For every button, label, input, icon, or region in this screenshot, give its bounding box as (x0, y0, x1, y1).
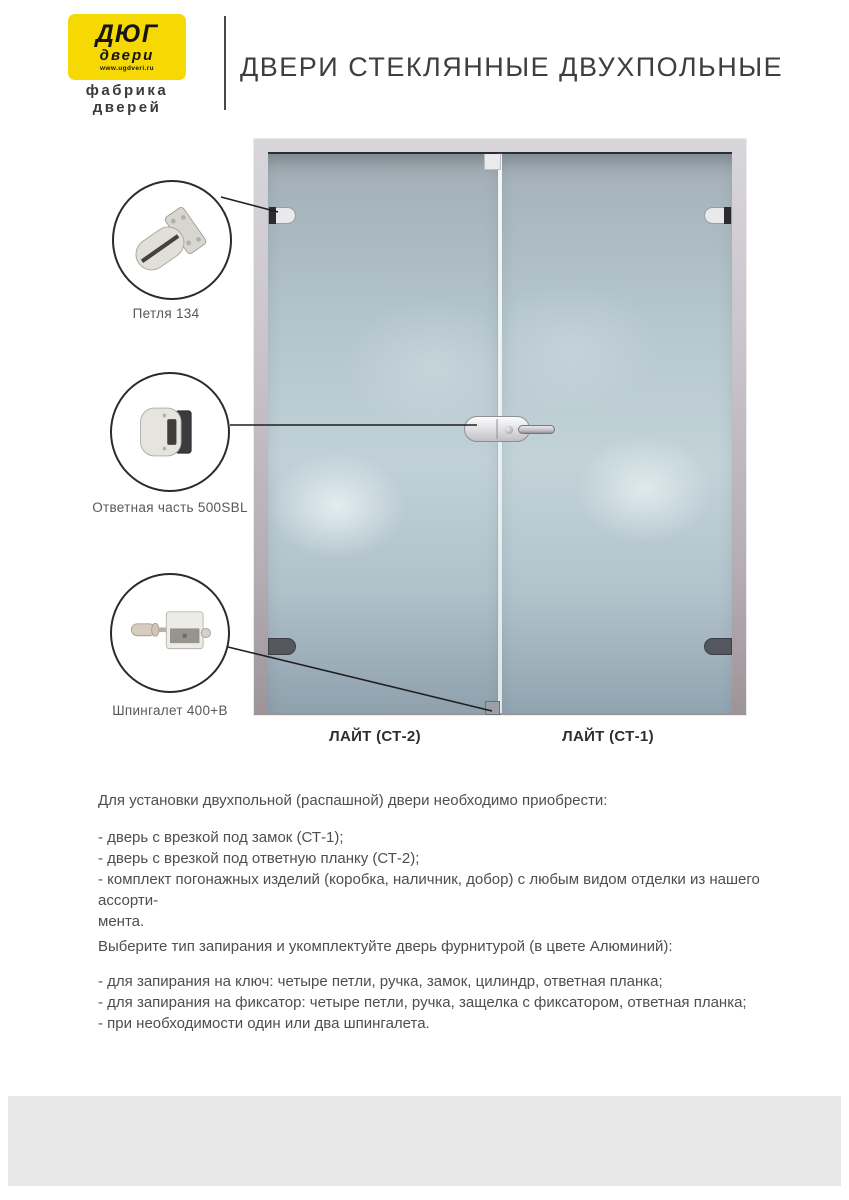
header-divider (224, 16, 226, 110)
double-glass-door (253, 138, 747, 716)
door-illustration (0, 130, 849, 770)
bottom-latch-fitting (485, 701, 500, 715)
door-handle (518, 425, 555, 434)
hinge-bottom-right (704, 638, 732, 655)
company-logo (68, 14, 186, 80)
page-title: ДВЕРИ СТЕКЛЯННЫЕ ДВУХПОЛЬНЫЕ (240, 52, 784, 82)
door-model-label-left: ЛАЙТ (СТ-2) (329, 728, 421, 745)
callout-circle-strike (110, 372, 230, 492)
strike-part-photo (124, 386, 216, 478)
install-requirements-section (98, 790, 798, 932)
callout-label-bolt: Шпингалет 400+В (112, 703, 228, 718)
door-model-label-right: ЛАЙТ (СТ-1) (562, 728, 654, 745)
list-item: мента. (98, 913, 145, 930)
list-item: - для запирания на ключ: четыре петли, ручка, замок, цилиндр, ответная планка; (98, 973, 663, 990)
hinge-top-left (268, 207, 296, 224)
keyhole-icon (505, 426, 513, 434)
hinge-134-photo (126, 194, 218, 286)
logo-tagline: фабрика дверей (85, 82, 169, 116)
footer-band (8, 1096, 841, 1186)
list-item: - дверь с врезкой под замок (СТ-1); (98, 829, 344, 846)
list-item: - комплект погонажных изделий (коробка, наличник, добор) с любым видом отделки из нашего ассорти- (98, 871, 760, 909)
top-pivot-fitting (484, 154, 501, 170)
logo-website-text: www.ugdveri.ru (99, 64, 155, 72)
logo-brand-text: ДЮГ (95, 19, 159, 48)
logo-sub-text: двери (99, 46, 155, 64)
flush-bolt-photo (124, 587, 216, 679)
callout-label-strike: Ответная часть 500SBL (92, 500, 248, 515)
section-intro: Выберите тип запирания и укомплектуйте дверь фурнитурой (в цвете Алюминий): (98, 938, 673, 955)
door-leaf-left (268, 154, 498, 713)
locking-options-section (98, 936, 798, 1034)
hinge-bottom-left (268, 638, 296, 655)
list-item: - при необходимости один или два шпингалета. (98, 1015, 430, 1032)
callout-circle-hinge (112, 180, 232, 300)
list-item: - для запирания на фиксатор: четыре петли, ручка, защелка с фиксатором, ответная планка; (98, 994, 747, 1011)
hinge-top-right (704, 207, 732, 224)
section-intro: Для установки двухпольной (распашной) двери необходимо приобрести: (98, 792, 608, 809)
callout-label-hinge: Петля 134 (132, 306, 200, 321)
callout-circle-bolt (110, 573, 230, 693)
door-glass-area (268, 152, 732, 713)
list-item: - дверь с врезкой под ответную планку (СТ-2); (98, 850, 420, 867)
